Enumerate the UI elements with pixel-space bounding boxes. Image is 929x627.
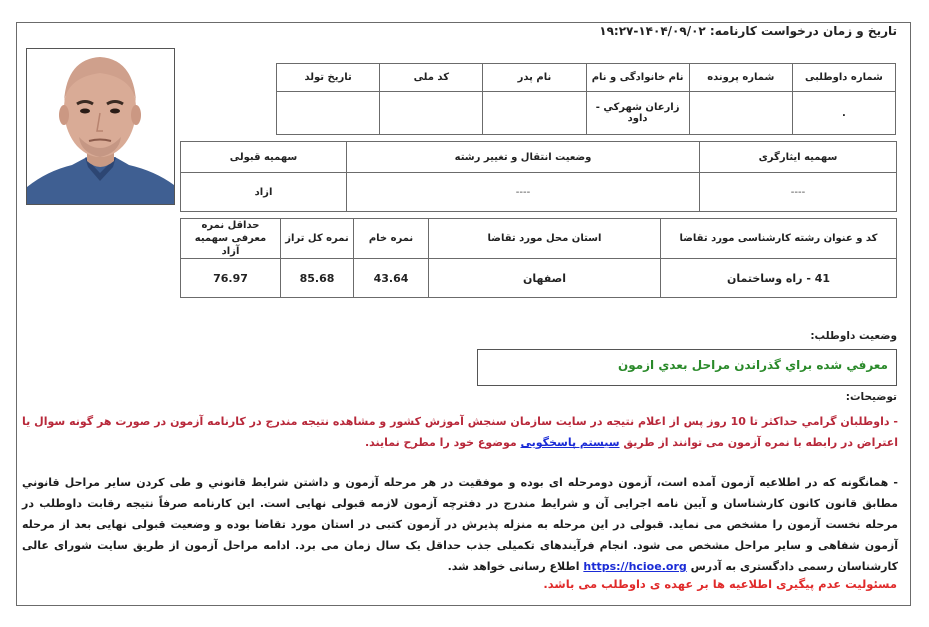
header-min-score: حداقل نمره معرفی سهمیه آزاد [181,219,281,259]
header-field-code: کد و عنوان رشته کارشناسی مورد تقاضا [661,219,897,259]
value-national-code [380,92,483,135]
value-admission-quota: ازاد [181,173,347,212]
header-province: استان محل مورد تقاضا [429,219,661,259]
value-birth-date [277,92,380,135]
value-province: اصفهان [429,259,661,298]
candidate-status-value: معرفي شده براي گذراندن مراحل بعدي ازمون [617,358,888,372]
support-system-link[interactable]: سیستم پاسخگویی [520,436,620,449]
value-candidate-number: . [792,92,895,135]
score-table [180,218,897,298]
value-full-name: زارعان شهرکي - داود [586,92,689,135]
header-file-number: شماره پرونده [689,64,792,92]
value-father-name [483,92,586,135]
value-transfer-status: ---- [347,173,700,212]
note-process-text: - همانگونه که در اطلاعیه آزمون آمده است، آزمون دومرحله ای بوده و موفقیت در هر مرحله آزمون و داشتن شرايط قانوني و طی کردن ساير مراحل قانوني مطابق قانون کانون کارشناسان و آیین نامه اجرایی آن و شرایط مندرج در دفترچه آزمون لازمه قبولی نهایی است. این کارنامه صرفاً نتیجه رقابت داوطلب در مرحله نخست آزمون را مشخص می نماید. قبولی در این مرحله به منزله پذیرش در آزمون کتبی در استان مورد تقاضا بوده و وضعیت قبولی نهایی بعد از مرحله آزمون شفاهی و سایر مراحل مشخص می شود. انجام فرآیندهای تکمیلی جذب حداقل یک سال زمان می برد. ادامه مراحل آزمون از طریق سایت شورای عالی کارشناسان رسمی دادگستری به آدرس [22,476,898,573]
request-datetime-title: تاريخ و زمان درخواست کارنامه: ۱۴۰۴/۰۹/۰۲-۱۹:۲۷ [599,24,897,38]
note-paragraph-objection [22,411,898,453]
value-total-score: 85.68 [281,259,354,298]
value-file-number [689,92,792,135]
table-row [277,92,896,135]
candidate-info-table [276,63,896,135]
header-total-score: نمره کل تراز [281,219,354,259]
header-admission-quota: سهمیه قبولی [181,142,347,173]
table-row [181,173,897,212]
note-process-text-end: اطلاع رسانی خواهد شد. [447,560,580,573]
portrait-image [27,49,174,204]
header-father-name: نام پدر [483,64,586,92]
notes-label: توضیحات: [845,391,897,403]
header-national-code: کد ملی [380,64,483,92]
hcioe-website-link[interactable]: https://hcioe.org [583,560,687,573]
value-min-score: 76.97 [181,259,281,298]
table-header-row [181,142,897,173]
value-field-code: 41 - راه وساختمان [661,259,897,298]
header-full-name: نام خانوادگی و نام [586,64,689,92]
candidate-photo [26,48,175,205]
note-objection-text: - داوطلبان گرامي حداکثر تا 10 روز پس از اعلام نتيجه در سايت سازمان سنجش آموزش کشور و مشاهده نتيجه مندرج در کارنامه آزمون در صورت هر گونه سوال يا اعتراض در رابطه با نمره آزمون می توانند از طريق [22,415,898,449]
candidate-status-box [477,349,897,386]
table-row [181,259,897,298]
table-header-row [277,64,896,92]
header-raw-score: نمره خام [354,219,429,259]
header-candidate-number: شماره داوطلبی [792,64,895,92]
candidate-status-label: وضعیت داوطلب: [810,330,897,342]
header-veteran-quota: سهمیه ایثارگری [700,142,897,173]
header-birth-date: تاریخ تولد [277,64,380,92]
note-paragraph-process [22,472,898,577]
header-transfer-status: وضعیت انتقال و تغییر رشته [347,142,700,173]
note-objection-text-end: موضوع خود را مطرح نمايند. [364,436,517,449]
value-raw-score: 43.64 [354,259,429,298]
value-veteran-quota: ---- [700,173,897,212]
responsibility-warning: مسئولیت عدم پیگیری اطلاعیه ها بر عهده ی داوطلب می باشد. [543,577,897,591]
quota-table [180,141,897,212]
table-header-row [181,219,897,259]
